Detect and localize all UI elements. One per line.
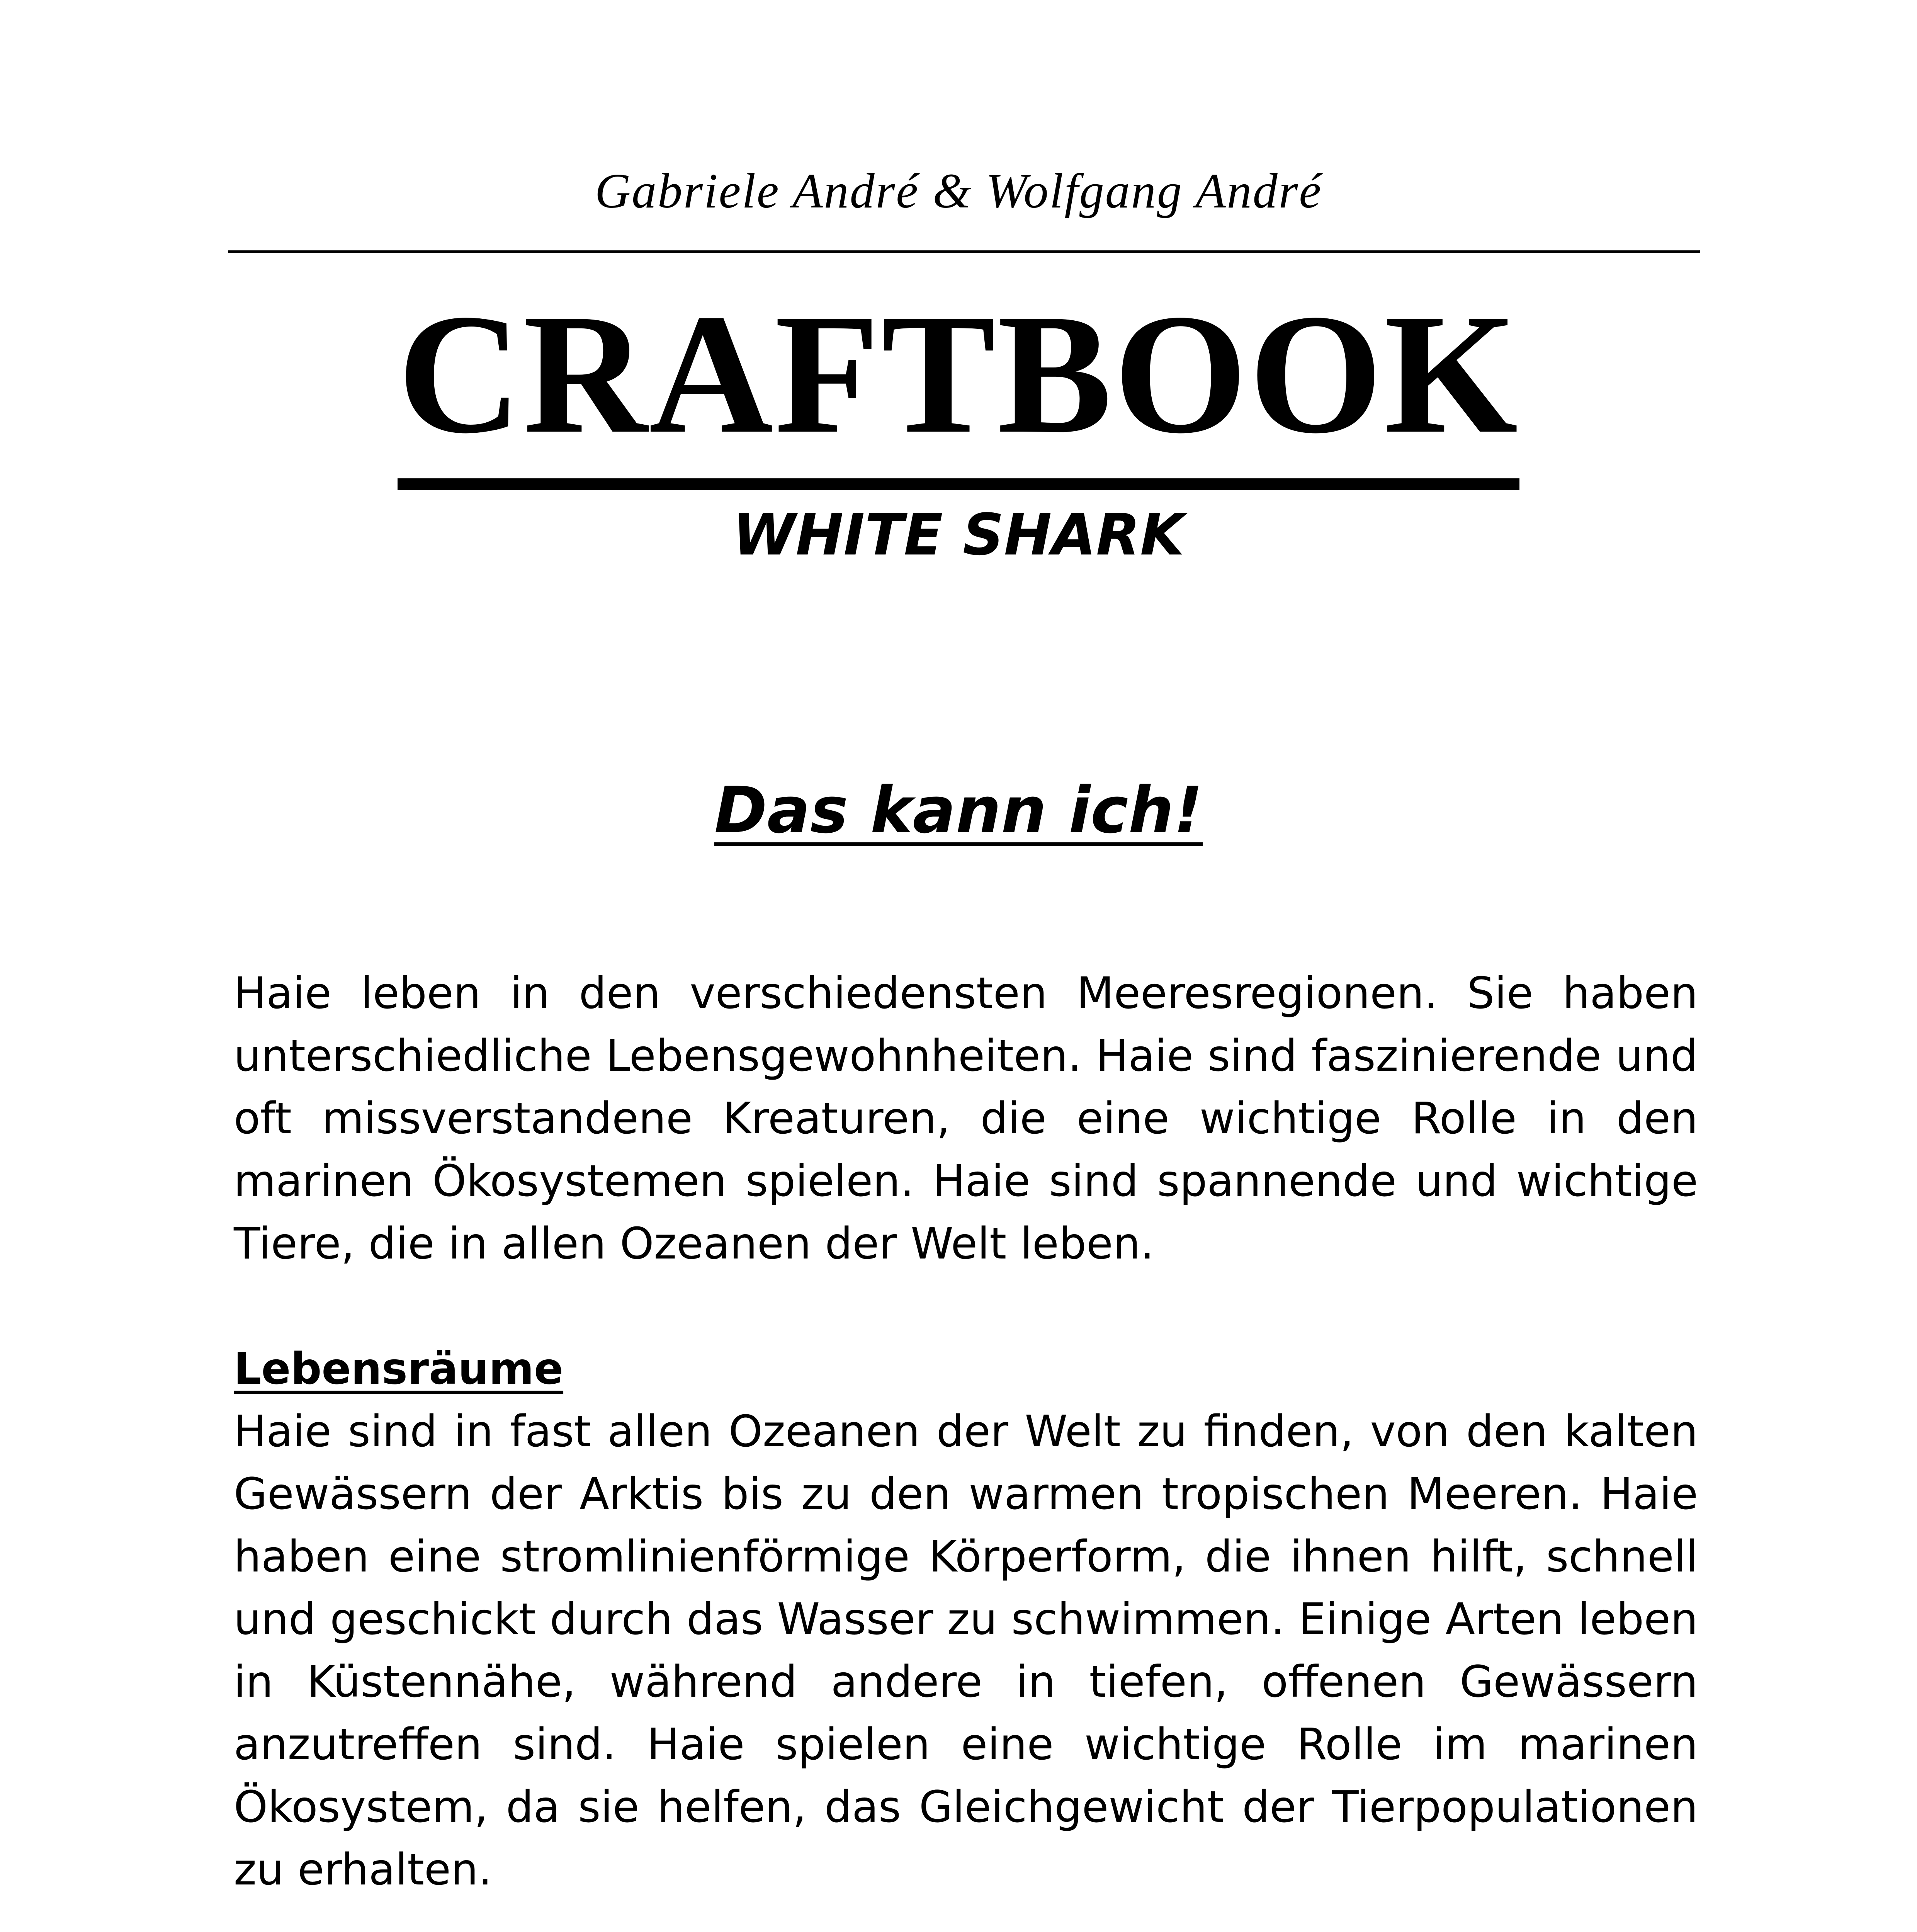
- paragraph-spacer: [234, 1275, 1698, 1338]
- title-container: [0, 279, 1917, 490]
- intro-paragraph: Haie leben in den verschiedensten Meeresregionen. Sie haben unterschiedliche Lebensgewohnheiten. Haie sind faszinierende und oft missverstandene Kreaturen, die eine wichtige Rolle in den marinen Ökosystemen spielen. Haie sind spannende und wichtige Tiere, die in allen Ozeanen der Welt leben.: [234, 968, 1698, 1269]
- section-heading: Das kann ich!: [714, 773, 1203, 847]
- header-divider: [228, 250, 1700, 253]
- book-subtitle: WHITE SHARK: [732, 502, 1185, 568]
- body-text: [234, 962, 1698, 1932]
- subsection-heading-lebensraeume: Lebensräume: [234, 1344, 564, 1394]
- book-title: CRAFTBOOK: [398, 288, 1519, 490]
- paragraph-spacer: [234, 1901, 1698, 1932]
- subsection-text-lebensraeume: Haie sind in fast allen Ozeanen der Welt zu finden, von den kalten Gewässern der Arktis bis zu den warmen tropischen Meeren. Haie haben eine stromlinienförmige Körperform, die ihnen hilft, schnell und geschickt durch das Wasser zu schwimmen. Einige Arten leben in Küstennähe, während andere in tiefen, offenen Gewässern anzutreffen sind. Haie spielen eine wichtige Rolle im marinen Ökosystem, da sie helfen, das Gleichgewicht der Tierpopulationen zu erhalten.: [234, 1406, 1698, 1895]
- running-header-authors: Gabriele André & Wolfgang André: [595, 163, 1322, 218]
